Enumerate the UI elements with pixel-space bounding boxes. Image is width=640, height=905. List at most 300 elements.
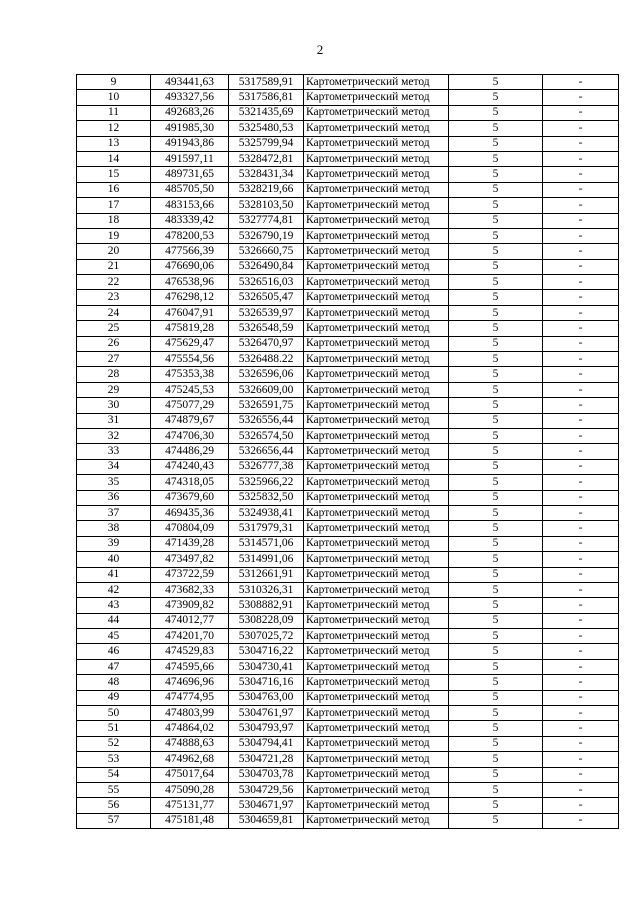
point-number-cell: 45 <box>77 629 151 644</box>
method-cell: Картометрический метод <box>304 213 449 228</box>
x-coordinate-cell: 476690,06 <box>151 259 229 274</box>
point-number-cell: 46 <box>77 644 151 659</box>
x-coordinate-cell: 473682,33 <box>151 582 229 597</box>
x-coordinate-cell: 474879,67 <box>151 413 229 428</box>
method-cell: Картометрический метод <box>304 75 449 90</box>
y-coordinate-cell: 5326790,19 <box>229 228 304 243</box>
point-number-cell: 18 <box>77 213 151 228</box>
accuracy-cell: 5 <box>449 290 543 305</box>
accuracy-cell: 5 <box>449 259 543 274</box>
table-row <box>77 151 619 166</box>
y-coordinate-cell: 5326505,47 <box>229 290 304 305</box>
y-coordinate-cell: 5326548,59 <box>229 321 304 336</box>
note-cell: - <box>543 536 619 551</box>
note-cell: - <box>543 552 619 567</box>
table-row <box>77 444 619 459</box>
table-row <box>77 198 619 213</box>
x-coordinate-cell: 474803,99 <box>151 706 229 721</box>
table-row <box>77 690 619 705</box>
note-cell: - <box>543 629 619 644</box>
note-cell: - <box>543 521 619 536</box>
method-cell: Картометрический метод <box>304 336 449 351</box>
note-cell: - <box>543 121 619 136</box>
accuracy-cell: 5 <box>449 398 543 413</box>
point-number-cell: 52 <box>77 736 151 751</box>
x-coordinate-cell: 474529,83 <box>151 644 229 659</box>
note-cell: - <box>543 228 619 243</box>
table-row <box>77 721 619 736</box>
accuracy-cell: 5 <box>449 582 543 597</box>
y-coordinate-cell: 5326539,97 <box>229 305 304 320</box>
method-cell: Картометрический метод <box>304 398 449 413</box>
x-coordinate-cell: 473722,59 <box>151 567 229 582</box>
note-cell: - <box>543 505 619 520</box>
accuracy-cell: 5 <box>449 244 543 259</box>
note-cell: - <box>543 290 619 305</box>
x-coordinate-cell: 493327,56 <box>151 90 229 105</box>
table-row <box>77 536 619 551</box>
y-coordinate-cell: 5328431,34 <box>229 167 304 182</box>
accuracy-cell: 5 <box>449 552 543 567</box>
note-cell: - <box>543 182 619 197</box>
y-coordinate-cell: 5326609,00 <box>229 382 304 397</box>
note-cell: - <box>543 459 619 474</box>
method-cell: Картометрический метод <box>304 259 449 274</box>
point-number-cell: 41 <box>77 567 151 582</box>
point-number-cell: 24 <box>77 305 151 320</box>
note-cell: - <box>543 413 619 428</box>
method-cell: Картометрический метод <box>304 444 449 459</box>
table-row <box>77 567 619 582</box>
x-coordinate-cell: 470804,09 <box>151 521 229 536</box>
note-cell: - <box>543 259 619 274</box>
point-number-cell: 13 <box>77 136 151 151</box>
x-coordinate-cell: 471439,28 <box>151 536 229 551</box>
y-coordinate-cell: 5328103,50 <box>229 198 304 213</box>
method-cell: Картометрический метод <box>304 321 449 336</box>
x-coordinate-cell: 473497,82 <box>151 552 229 567</box>
point-number-cell: 14 <box>77 151 151 166</box>
accuracy-cell: 5 <box>449 305 543 320</box>
point-number-cell: 31 <box>77 413 151 428</box>
point-number-cell: 44 <box>77 613 151 628</box>
note-cell: - <box>543 675 619 690</box>
note-cell: - <box>543 736 619 751</box>
point-number-cell: 26 <box>77 336 151 351</box>
x-coordinate-cell: 491943,86 <box>151 136 229 151</box>
method-cell: Картометрический метод <box>304 459 449 474</box>
method-cell: Картометрический метод <box>304 475 449 490</box>
x-coordinate-cell: 476298,12 <box>151 290 229 305</box>
accuracy-cell: 5 <box>449 536 543 551</box>
accuracy-cell: 5 <box>449 690 543 705</box>
note-cell: - <box>543 582 619 597</box>
x-coordinate-cell: 491597,11 <box>151 151 229 166</box>
point-number-cell: 54 <box>77 767 151 782</box>
accuracy-cell: 5 <box>449 121 543 136</box>
method-cell: Картометрический метод <box>304 629 449 644</box>
table-row <box>77 398 619 413</box>
table-row <box>77 629 619 644</box>
point-number-cell: 10 <box>77 90 151 105</box>
x-coordinate-cell: 474318,05 <box>151 475 229 490</box>
method-cell: Картометрический метод <box>304 552 449 567</box>
note-cell: - <box>543 367 619 382</box>
method-cell: Картометрический метод <box>304 167 449 182</box>
accuracy-cell: 5 <box>449 90 543 105</box>
point-number-cell: 15 <box>77 167 151 182</box>
method-cell: Картометрический метод <box>304 275 449 290</box>
note-cell: - <box>543 75 619 90</box>
table-row <box>77 90 619 105</box>
table-row <box>77 244 619 259</box>
method-cell: Картометрический метод <box>304 752 449 767</box>
x-coordinate-cell: 474774,95 <box>151 690 229 705</box>
table-row <box>77 305 619 320</box>
accuracy-cell: 5 <box>449 505 543 520</box>
y-coordinate-cell: 5326488.22 <box>229 352 304 367</box>
y-coordinate-cell: 5304716,22 <box>229 644 304 659</box>
accuracy-cell: 5 <box>449 706 543 721</box>
y-coordinate-cell: 5326660,75 <box>229 244 304 259</box>
method-cell: Картометрический метод <box>304 782 449 797</box>
note-cell: - <box>543 305 619 320</box>
table-row <box>77 505 619 520</box>
method-cell: Картометрический метод <box>304 151 449 166</box>
note-cell: - <box>543 782 619 797</box>
note-cell: - <box>543 659 619 674</box>
table-row <box>77 675 619 690</box>
y-coordinate-cell: 5314991,06 <box>229 552 304 567</box>
accuracy-cell: 5 <box>449 613 543 628</box>
table-row <box>77 259 619 274</box>
point-number-cell: 53 <box>77 752 151 767</box>
x-coordinate-cell: 474595,66 <box>151 659 229 674</box>
table-row <box>77 167 619 182</box>
x-coordinate-cell: 474706,30 <box>151 428 229 443</box>
table-row <box>77 75 619 90</box>
method-cell: Картометрический метод <box>304 182 449 197</box>
table-row <box>77 321 619 336</box>
table-row <box>77 105 619 120</box>
y-coordinate-cell: 5304761,97 <box>229 706 304 721</box>
accuracy-cell: 5 <box>449 767 543 782</box>
y-coordinate-cell: 5327774,81 <box>229 213 304 228</box>
table-row <box>77 782 619 797</box>
note-cell: - <box>543 475 619 490</box>
accuracy-cell: 5 <box>449 459 543 474</box>
method-cell: Картометрический метод <box>304 505 449 520</box>
y-coordinate-cell: 5324938,41 <box>229 505 304 520</box>
x-coordinate-cell: 475131,77 <box>151 798 229 813</box>
point-number-cell: 20 <box>77 244 151 259</box>
page-number: 2 <box>316 42 324 57</box>
accuracy-cell: 5 <box>449 659 543 674</box>
accuracy-cell: 5 <box>449 167 543 182</box>
point-number-cell: 23 <box>77 290 151 305</box>
note-cell: - <box>543 813 619 828</box>
x-coordinate-cell: 469435,36 <box>151 505 229 520</box>
method-cell: Картометрический метод <box>304 567 449 582</box>
y-coordinate-cell: 5304716,16 <box>229 675 304 690</box>
table-row <box>77 275 619 290</box>
y-coordinate-cell: 5314571,06 <box>229 536 304 551</box>
point-number-cell: 32 <box>77 428 151 443</box>
note-cell: - <box>543 275 619 290</box>
note-cell: - <box>543 490 619 505</box>
x-coordinate-cell: 475090,28 <box>151 782 229 797</box>
x-coordinate-cell: 493441,63 <box>151 75 229 90</box>
note-cell: - <box>543 167 619 182</box>
y-coordinate-cell: 5325480,53 <box>229 121 304 136</box>
y-coordinate-cell: 5326777,38 <box>229 459 304 474</box>
table-row <box>77 228 619 243</box>
accuracy-cell: 5 <box>449 275 543 290</box>
method-cell: Картометрический метод <box>304 90 449 105</box>
y-coordinate-cell: 5304721,28 <box>229 752 304 767</box>
x-coordinate-cell: 476538,96 <box>151 275 229 290</box>
method-cell: Картометрический метод <box>304 490 449 505</box>
method-cell: Картометрический метод <box>304 244 449 259</box>
table-row <box>77 352 619 367</box>
x-coordinate-cell: 492683,26 <box>151 105 229 120</box>
table-row <box>77 121 619 136</box>
point-number-cell: 22 <box>77 275 151 290</box>
note-cell: - <box>543 136 619 151</box>
x-coordinate-cell: 475353,38 <box>151 367 229 382</box>
point-number-cell: 47 <box>77 659 151 674</box>
method-cell: Картометрический метод <box>304 352 449 367</box>
note-cell: - <box>543 151 619 166</box>
note-cell: - <box>543 213 619 228</box>
accuracy-cell: 5 <box>449 475 543 490</box>
table-row <box>77 736 619 751</box>
method-cell: Картометрический метод <box>304 136 449 151</box>
method-cell: Картометрический метод <box>304 675 449 690</box>
method-cell: Картометрический метод <box>304 582 449 597</box>
method-cell: Картометрический метод <box>304 613 449 628</box>
y-coordinate-cell: 5325966,22 <box>229 475 304 490</box>
accuracy-cell: 5 <box>449 136 543 151</box>
note-cell: - <box>543 721 619 736</box>
y-coordinate-cell: 5326470,97 <box>229 336 304 351</box>
method-cell: Картометрический метод <box>304 428 449 443</box>
accuracy-cell: 5 <box>449 490 543 505</box>
y-coordinate-cell: 5310326,31 <box>229 582 304 597</box>
coordinates-table <box>76 74 619 829</box>
note-cell: - <box>543 567 619 582</box>
note-cell: - <box>543 336 619 351</box>
table-row <box>77 136 619 151</box>
accuracy-cell: 5 <box>449 444 543 459</box>
method-cell: Картометрический метод <box>304 721 449 736</box>
y-coordinate-cell: 5312661,91 <box>229 567 304 582</box>
y-coordinate-cell: 5317979,31 <box>229 521 304 536</box>
y-coordinate-cell: 5326596,06 <box>229 367 304 382</box>
accuracy-cell: 5 <box>449 413 543 428</box>
accuracy-cell: 5 <box>449 428 543 443</box>
point-number-cell: 43 <box>77 598 151 613</box>
y-coordinate-cell: 5304729,56 <box>229 782 304 797</box>
accuracy-cell: 5 <box>449 228 543 243</box>
y-coordinate-cell: 5304794,41 <box>229 736 304 751</box>
point-number-cell: 28 <box>77 367 151 382</box>
accuracy-cell: 5 <box>449 521 543 536</box>
y-coordinate-cell: 5304730,41 <box>229 659 304 674</box>
y-coordinate-cell: 5326556,44 <box>229 413 304 428</box>
y-coordinate-cell: 5326516,03 <box>229 275 304 290</box>
point-number-cell: 35 <box>77 475 151 490</box>
method-cell: Картометрический метод <box>304 105 449 120</box>
method-cell: Картометрический метод <box>304 767 449 782</box>
x-coordinate-cell: 475629,47 <box>151 336 229 351</box>
x-coordinate-cell: 478200,53 <box>151 228 229 243</box>
accuracy-cell: 5 <box>449 105 543 120</box>
x-coordinate-cell: 474201,70 <box>151 629 229 644</box>
table-row <box>77 336 619 351</box>
table-row <box>77 459 619 474</box>
table-row <box>77 475 619 490</box>
accuracy-cell: 5 <box>449 382 543 397</box>
point-number-cell: 49 <box>77 690 151 705</box>
y-coordinate-cell: 5328472,81 <box>229 151 304 166</box>
method-cell: Картометрический метод <box>304 382 449 397</box>
point-number-cell: 9 <box>77 75 151 90</box>
point-number-cell: 48 <box>77 675 151 690</box>
note-cell: - <box>543 690 619 705</box>
accuracy-cell: 5 <box>449 752 543 767</box>
point-number-cell: 11 <box>77 105 151 120</box>
x-coordinate-cell: 476047,91 <box>151 305 229 320</box>
method-cell: Картометрический метод <box>304 121 449 136</box>
x-coordinate-cell: 489731,65 <box>151 167 229 182</box>
accuracy-cell: 5 <box>449 675 543 690</box>
x-coordinate-cell: 485705,50 <box>151 182 229 197</box>
table-row <box>77 798 619 813</box>
point-number-cell: 56 <box>77 798 151 813</box>
x-coordinate-cell: 475819,28 <box>151 321 229 336</box>
y-coordinate-cell: 5304763,00 <box>229 690 304 705</box>
table-row <box>77 367 619 382</box>
table-row <box>77 582 619 597</box>
x-coordinate-cell: 474696,96 <box>151 675 229 690</box>
point-number-cell: 21 <box>77 259 151 274</box>
x-coordinate-cell: 474240,43 <box>151 459 229 474</box>
note-cell: - <box>543 706 619 721</box>
method-cell: Картометрический метод <box>304 198 449 213</box>
y-coordinate-cell: 5317586,81 <box>229 90 304 105</box>
point-number-cell: 55 <box>77 782 151 797</box>
method-cell: Картометрический метод <box>304 413 449 428</box>
y-coordinate-cell: 5304671,97 <box>229 798 304 813</box>
accuracy-cell: 5 <box>449 151 543 166</box>
x-coordinate-cell: 473909,82 <box>151 598 229 613</box>
x-coordinate-cell: 474486,29 <box>151 444 229 459</box>
x-coordinate-cell: 475017,64 <box>151 767 229 782</box>
y-coordinate-cell: 5328219,66 <box>229 182 304 197</box>
method-cell: Картометрический метод <box>304 690 449 705</box>
x-coordinate-cell: 475181,48 <box>151 813 229 828</box>
table-row <box>77 290 619 305</box>
method-cell: Картометрический метод <box>304 798 449 813</box>
y-coordinate-cell: 5304703,78 <box>229 767 304 782</box>
method-cell: Картометрический метод <box>304 367 449 382</box>
y-coordinate-cell: 5325832,50 <box>229 490 304 505</box>
table-row <box>77 490 619 505</box>
x-coordinate-cell: 491985,30 <box>151 121 229 136</box>
note-cell: - <box>543 598 619 613</box>
note-cell: - <box>543 244 619 259</box>
y-coordinate-cell: 5308882,91 <box>229 598 304 613</box>
point-number-cell: 40 <box>77 552 151 567</box>
point-number-cell: 27 <box>77 352 151 367</box>
point-number-cell: 16 <box>77 182 151 197</box>
note-cell: - <box>543 644 619 659</box>
method-cell: Картометрический метод <box>304 536 449 551</box>
accuracy-cell: 5 <box>449 813 543 828</box>
table-row <box>77 813 619 828</box>
point-number-cell: 30 <box>77 398 151 413</box>
x-coordinate-cell: 477566,39 <box>151 244 229 259</box>
x-coordinate-cell: 474962,68 <box>151 752 229 767</box>
y-coordinate-cell: 5321435,69 <box>229 105 304 120</box>
method-cell: Картометрический метод <box>304 706 449 721</box>
point-number-cell: 34 <box>77 459 151 474</box>
coordinates-table-body <box>77 75 619 829</box>
method-cell: Картометрический метод <box>304 521 449 536</box>
table-row <box>77 659 619 674</box>
table-row <box>77 213 619 228</box>
table-row <box>77 521 619 536</box>
table-row <box>77 752 619 767</box>
point-number-cell: 38 <box>77 521 151 536</box>
accuracy-cell: 5 <box>449 782 543 797</box>
method-cell: Картометрический метод <box>304 228 449 243</box>
table-row <box>77 706 619 721</box>
accuracy-cell: 5 <box>449 567 543 582</box>
accuracy-cell: 5 <box>449 321 543 336</box>
x-coordinate-cell: 483339,42 <box>151 213 229 228</box>
accuracy-cell: 5 <box>449 198 543 213</box>
accuracy-cell: 5 <box>449 352 543 367</box>
y-coordinate-cell: 5307025,72 <box>229 629 304 644</box>
table-row <box>77 767 619 782</box>
point-number-cell: 33 <box>77 444 151 459</box>
y-coordinate-cell: 5326591,75 <box>229 398 304 413</box>
note-cell: - <box>543 382 619 397</box>
y-coordinate-cell: 5325799,94 <box>229 136 304 151</box>
y-coordinate-cell: 5326656,44 <box>229 444 304 459</box>
table-row <box>77 413 619 428</box>
accuracy-cell: 5 <box>449 367 543 382</box>
method-cell: Картометрический метод <box>304 305 449 320</box>
point-number-cell: 50 <box>77 706 151 721</box>
note-cell: - <box>543 752 619 767</box>
method-cell: Картометрический метод <box>304 644 449 659</box>
x-coordinate-cell: 474888,63 <box>151 736 229 751</box>
x-coordinate-cell: 475245,53 <box>151 382 229 397</box>
point-number-cell: 36 <box>77 490 151 505</box>
y-coordinate-cell: 5308228,09 <box>229 613 304 628</box>
table-row <box>77 428 619 443</box>
table-row <box>77 552 619 567</box>
accuracy-cell: 5 <box>449 598 543 613</box>
note-cell: - <box>543 398 619 413</box>
accuracy-cell: 5 <box>449 336 543 351</box>
note-cell: - <box>543 321 619 336</box>
accuracy-cell: 5 <box>449 798 543 813</box>
point-number-cell: 17 <box>77 198 151 213</box>
